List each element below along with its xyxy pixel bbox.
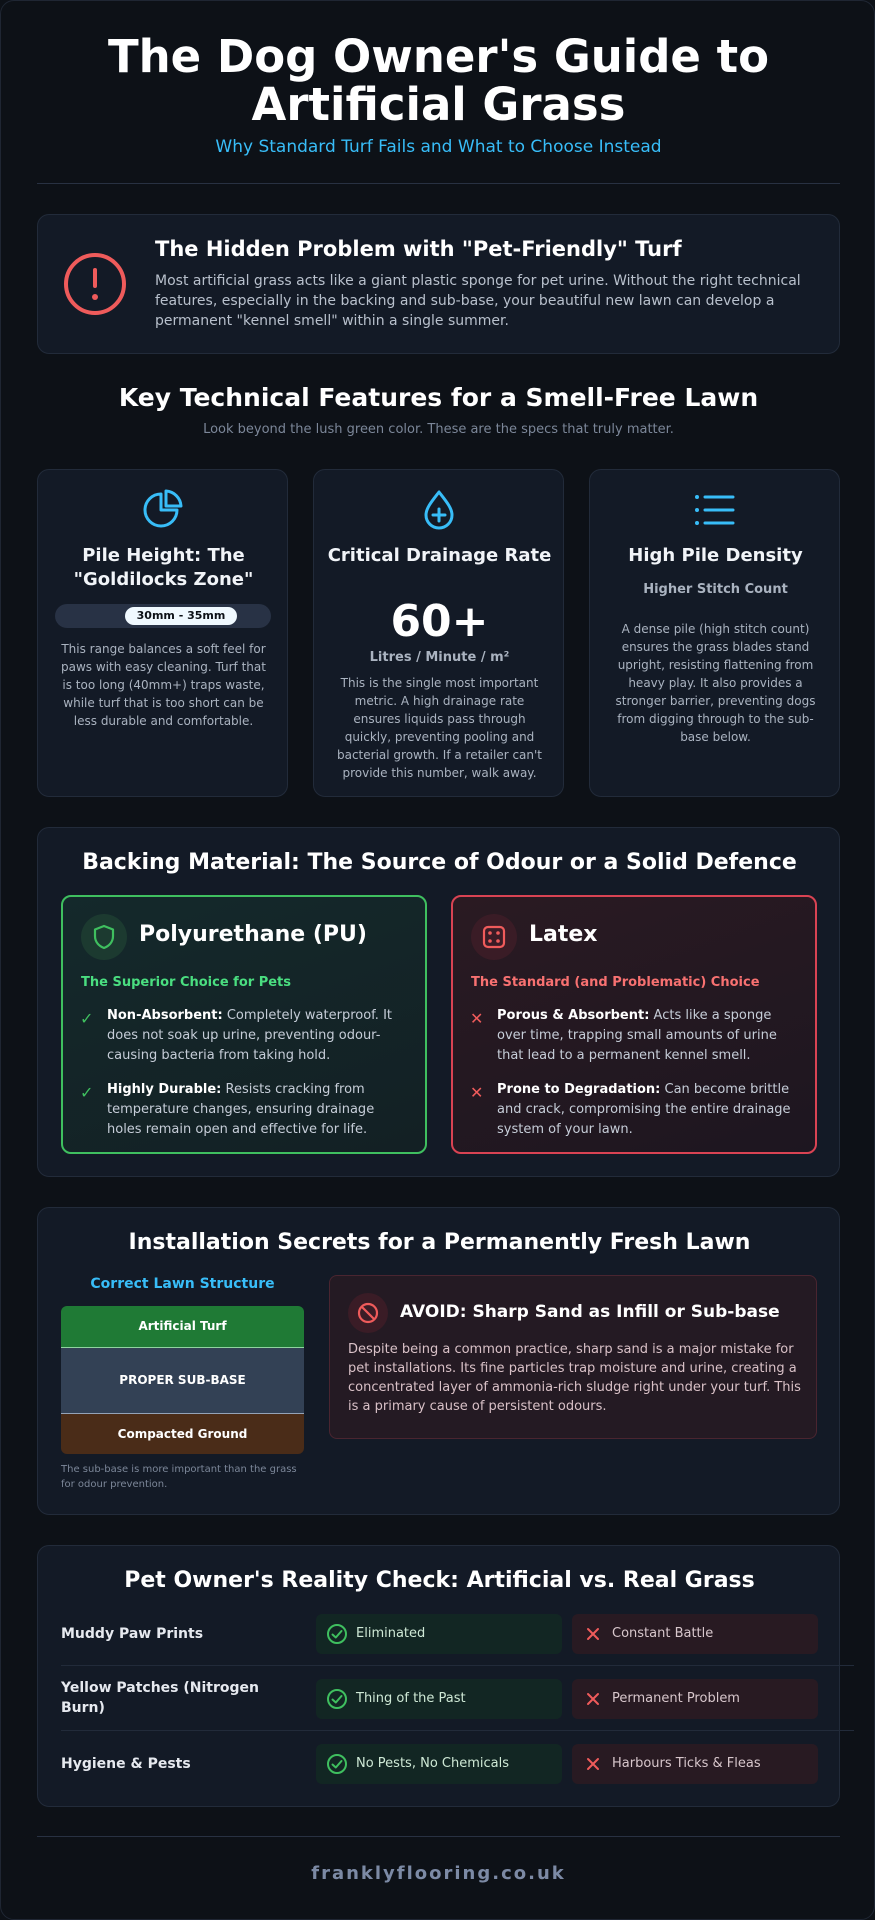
pu-item-1: Non-Absorbent: Completely waterproof. It does not soak up urine, preventing odour-causing bacteria from taking hold. <box>107 1008 393 1063</box>
check-icon: ✓ <box>80 1083 94 1102</box>
layer-sub-base: PROPER SUB-BASE <box>61 1348 304 1413</box>
check-icon: ✓ <box>80 1009 94 1028</box>
comparison-row-label: Hygiene & Pests <box>61 1756 191 1772</box>
comparison-bad-text: Permanent Problem <box>612 1691 740 1706</box>
lawn-structure-diagram <box>61 1306 304 1454</box>
drainage-unit: Litres / Minute / m² <box>369 650 510 665</box>
comparison-bad-cell <box>572 1679 818 1719</box>
comparison-bad-cell <box>572 1614 818 1654</box>
pile-height-body: This range balances a soft feel for paws with easy cleaning. Turf that is too long (40mm+) traps waste, while turf that is too short can be less durable and comfortable. <box>61 642 266 728</box>
backing-title: Backing Material: The Source of Odour or a Solid Defence <box>82 850 797 875</box>
pile-height-card <box>37 469 288 797</box>
latex-card <box>451 895 817 1154</box>
check-circle-icon <box>326 1753 348 1775</box>
pie-chart-icon <box>141 488 185 532</box>
drainage-title: Critical Drainage Rate <box>327 545 552 566</box>
comparison-good-cell <box>316 1679 562 1719</box>
check-circle-icon <box>326 1623 348 1645</box>
droplet-plus-icon <box>418 488 460 532</box>
footer-site-link[interactable]: franklyflooring.co.uk <box>311 1863 566 1884</box>
latex-item-1: Porous & Absorbent: Acts like a sponge over time, trapping small amounts of urine that lead to a permanent kennel smell. <box>497 1008 777 1063</box>
avoid-body: Despite being a common practice, sharp sand is a major mistake for pet installations. Its fine particles trap moisture and urine, creating a concentrated layer of ammonia-rich sludge right under your turf. This is a primary cause of persistent odours. <box>348 1342 801 1414</box>
comparison-bad-cell <box>572 1744 818 1784</box>
list-icon <box>693 492 737 528</box>
comparison-good-text: Eliminated <box>356 1626 426 1641</box>
hidden-problem-card <box>37 214 840 354</box>
comparison-bad-text: Harbours Ticks & Fleas <box>612 1756 761 1771</box>
x-icon <box>582 1623 604 1645</box>
dice-icon <box>482 925 506 949</box>
pile-height-title: Pile Height: The "Goldilocks Zone" <box>73 545 254 590</box>
x-icon <box>582 1688 604 1710</box>
pu-tag: The Superior Choice for Pets <box>81 975 291 990</box>
header-divider <box>37 183 840 184</box>
row-divider <box>61 1665 854 1666</box>
alert-circle-icon <box>64 253 126 315</box>
density-subtitle: Higher Stitch Count <box>643 582 788 597</box>
row-divider <box>61 1730 854 1731</box>
page-title: The Dog Owner's Guide to Artificial Grass <box>107 30 770 131</box>
pile-height-range-track <box>55 604 271 628</box>
installation-title: Installation Secrets for a Permanently Fresh Lawn <box>128 1230 751 1255</box>
hidden-problem-body: Most artificial grass acts like a giant plastic sponge for pet urine. Without the right technical features, especially in the backing and sub-base, your beautiful new lawn can develop a permanent "kennel smell" within a single summer. <box>155 273 801 329</box>
drainage-value: 60+ <box>390 596 489 647</box>
density-title: High Pile Density <box>628 545 803 566</box>
structure-title: Correct Lawn Structure <box>90 1276 275 1292</box>
drainage-body: This is the single most important metric. A high drainage rate ensures liquids pass through quickly, preventing pooling and bacterial growth. If a retailer can't provide this number, walk away. <box>336 676 543 780</box>
comparison-good-cell <box>316 1614 562 1654</box>
pile-height-range-badge: 30mm - 35mm <box>125 607 237 625</box>
features-title: Key Technical Features for a Smell-Free Lawn <box>118 383 759 412</box>
pu-item-2: Highly Durable: Resists cracking from temperature changes, ensuring drainage holes remain open and effective for life. <box>107 1082 375 1137</box>
backing-section <box>37 827 840 1177</box>
layer-artificial-turf: Artificial Turf <box>61 1306 304 1347</box>
layer-compacted-ground: Compacted Ground <box>61 1414 304 1454</box>
cross-icon: ✕ <box>470 1009 484 1028</box>
features-subtitle: Look beyond the lush green color. These are the specs that truly matter. <box>203 422 674 437</box>
comparison-bad-text: Constant Battle <box>612 1626 714 1641</box>
cross-icon: ✕ <box>470 1083 484 1102</box>
page-subtitle: Why Standard Turf Fails and What to Choose Instead <box>215 137 662 157</box>
pu-title: Polyurethane (PU) <box>139 922 367 947</box>
shield-icon <box>92 924 116 950</box>
latex-icon-wrap <box>471 914 517 960</box>
installation-section <box>37 1207 840 1515</box>
pu-card <box>61 895 427 1154</box>
comparison-good-text: No Pests, No Chemicals <box>356 1756 509 1771</box>
drainage-card <box>313 469 564 797</box>
latex-title: Latex <box>529 922 598 947</box>
density-card <box>589 469 840 797</box>
comparison-good-text: Thing of the Past <box>356 1691 466 1706</box>
hidden-problem-title: The Hidden Problem with "Pet-Friendly" Turf <box>155 237 682 261</box>
comparison-row-label: Yellow Patches (Nitrogen Burn) <box>61 1680 259 1716</box>
ban-icon <box>357 1302 379 1324</box>
latex-item-2: Prone to Degradation: Can become brittle and crack, compromising the entire drainage system of your lawn. <box>497 1082 791 1137</box>
footer-divider <box>37 1836 840 1837</box>
comparison-good-cell <box>316 1744 562 1784</box>
avoid-icon-wrap <box>348 1293 388 1333</box>
avoid-sand-card <box>329 1275 817 1439</box>
pu-icon-wrap <box>81 914 127 960</box>
comparison-row-label: Muddy Paw Prints <box>61 1626 204 1642</box>
density-body: A dense pile (high stitch count) ensures the grass blades stand upright, resisting flattening from heavy play. It also provides a stronger barrier, preventing dogs from digging through to the sub-base below. <box>615 622 816 744</box>
x-icon <box>582 1753 604 1775</box>
avoid-title: AVOID: Sharp Sand as Infill or Sub-base <box>400 1302 780 1322</box>
structure-caption: The sub-base is more important than the grass for odour prevention. <box>61 1464 297 1490</box>
reality-check-title: Pet Owner's Reality Check: Artificial vs. Real Grass <box>124 1568 755 1593</box>
reality-check-section <box>37 1545 840 1807</box>
latex-tag: The Standard (and Problematic) Choice <box>471 975 760 990</box>
check-circle-icon <box>326 1688 348 1710</box>
